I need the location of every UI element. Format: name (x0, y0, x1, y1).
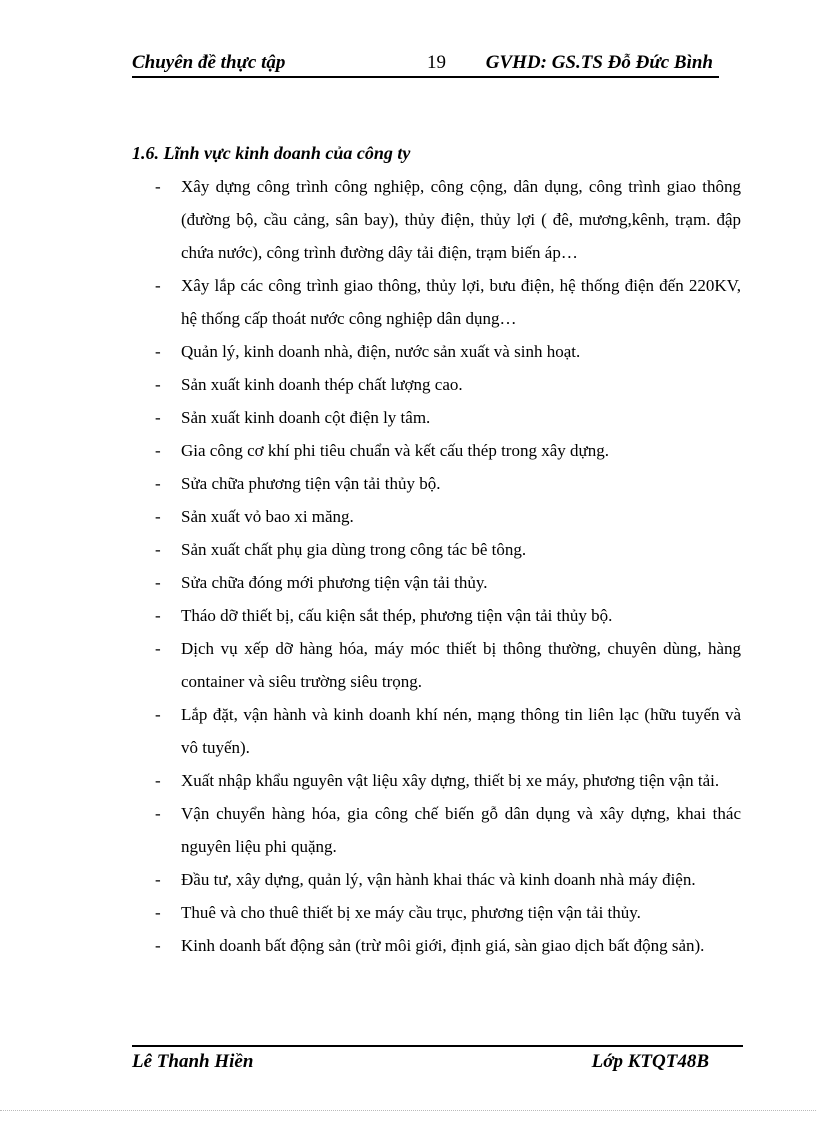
bullet-dash: - (155, 474, 161, 493)
bullet-dash: - (155, 639, 161, 658)
page-edge-divider (0, 1110, 816, 1111)
list-item-text: Xây lắp các công trình giao thông, thủy lợi, bưu điện, hệ thống điện đến 220KV, hệ thống cấp thoát nước công nghiệp dân dụng… (181, 276, 741, 328)
list-item-text: Lắp đặt, vận hành và kinh doanh khí nén, mạng thông tin liên lạc (hữu tuyến và vô tuyến). (181, 705, 741, 757)
page-footer (132, 1045, 743, 1077)
list-item-text: Sản xuất kinh doanh thép chất lượng cao. (181, 375, 463, 394)
header-supervisor: GVHD: GS.TS Đỗ Đức Bình (485, 52, 713, 73)
list-item (155, 599, 741, 632)
page-header (132, 50, 719, 78)
bullet-dash: - (155, 771, 161, 790)
list-item (155, 401, 741, 434)
bullet-dash: - (155, 177, 161, 196)
bullet-dash: - (155, 705, 161, 724)
list-item-text: Vận chuyển hàng hóa, gia công chế biến gỗ dân dụng và xây dựng, khai thác nguyên liệu phi quặng. (181, 804, 741, 856)
bullet-dash: - (155, 804, 161, 823)
list-item (155, 764, 741, 797)
bullet-dash: - (155, 276, 161, 295)
bullet-dash: - (155, 408, 161, 427)
list-item-text: Thuê và cho thuê thiết bị xe máy cầu trục, phương tiện vận tải thủy. (181, 903, 641, 922)
list-item (155, 797, 741, 863)
list-item (155, 170, 741, 269)
list-item-text: Sửa chữa phương tiện vận tải thủy bộ. (181, 474, 441, 493)
list-item (155, 467, 741, 500)
list-item-text: Sửa chữa đóng mới phương tiện vận tải thủy. (181, 573, 488, 592)
list-item (155, 335, 741, 368)
header-report-title: Chuyên đề thực tập (132, 52, 286, 73)
list-item-text: Kinh doanh bất động sản (trừ môi giới, định giá, sàn giao dịch bất động sản). (181, 936, 705, 955)
section-title: 1.6. Lĩnh vực kinh doanh của công ty (132, 143, 411, 163)
list-item-text: Xây dựng công trình công nghiệp, công cộng, dân dụng, công trình giao thông (đường bộ, cầu cảng, sân bay), thủy điện, thủy lợi ( đê, mương,kênh, trạm. đập chứa nước), công trình đường dây tải điện, trạm biến áp… (181, 177, 741, 262)
list-item (155, 698, 741, 764)
bullet-dash: - (155, 606, 161, 625)
list-item-text: Sản xuất kinh doanh cột điện ly tâm. (181, 408, 431, 427)
bullet-dash: - (155, 540, 161, 559)
list-item (155, 434, 741, 467)
list-item-text: Quản lý, kinh doanh nhà, điện, nước sản xuất và sinh hoạt. (181, 342, 581, 361)
list-item-text: Gia công cơ khí phi tiêu chuẩn và kết cấu thép trong xây dựng. (181, 441, 609, 460)
business-areas-list (155, 170, 741, 962)
list-item (155, 368, 741, 401)
bullet-dash: - (155, 870, 161, 889)
bullet-dash: - (155, 936, 161, 955)
list-item-text: Xuất nhập khẩu nguyên vật liệu xây dựng, thiết bị xe máy, phương tiện vận tải. (181, 771, 720, 790)
bullet-dash: - (155, 375, 161, 394)
page-number: 19 (427, 52, 446, 73)
footer-author: Lê Thanh Hiền (132, 1051, 254, 1072)
list-item (155, 896, 741, 929)
bullet-dash: - (155, 507, 161, 526)
footer-class: Lớp KTQT48B (591, 1051, 709, 1072)
list-item-text: Đầu tư, xây dựng, quản lý, vận hành khai thác và kinh doanh nhà máy điện. (181, 870, 696, 889)
bullet-dash: - (155, 441, 161, 460)
list-item (155, 566, 741, 599)
list-item-text: Sản xuất vỏ bao xi măng. (181, 507, 354, 526)
list-item (155, 632, 741, 698)
bullet-dash: - (155, 903, 161, 922)
list-item (155, 533, 741, 566)
list-item (155, 269, 741, 335)
list-item (155, 500, 741, 533)
list-item-text: Sản xuất chất phụ gia dùng trong công tác bê tông. (181, 540, 527, 559)
list-item (155, 929, 741, 962)
list-item-text: Dịch vụ xếp dỡ hàng hóa, máy móc thiết bị thông thường, chuyên dùng, hàng container và siêu trường siêu trọng. (181, 639, 741, 691)
list-item-text: Tháo dỡ thiết bị, cấu kiện sắt thép, phương tiện vận tải thủy bộ. (181, 606, 613, 625)
bullet-dash: - (155, 573, 161, 592)
bullet-dash: - (155, 342, 161, 361)
list-item (155, 863, 741, 896)
